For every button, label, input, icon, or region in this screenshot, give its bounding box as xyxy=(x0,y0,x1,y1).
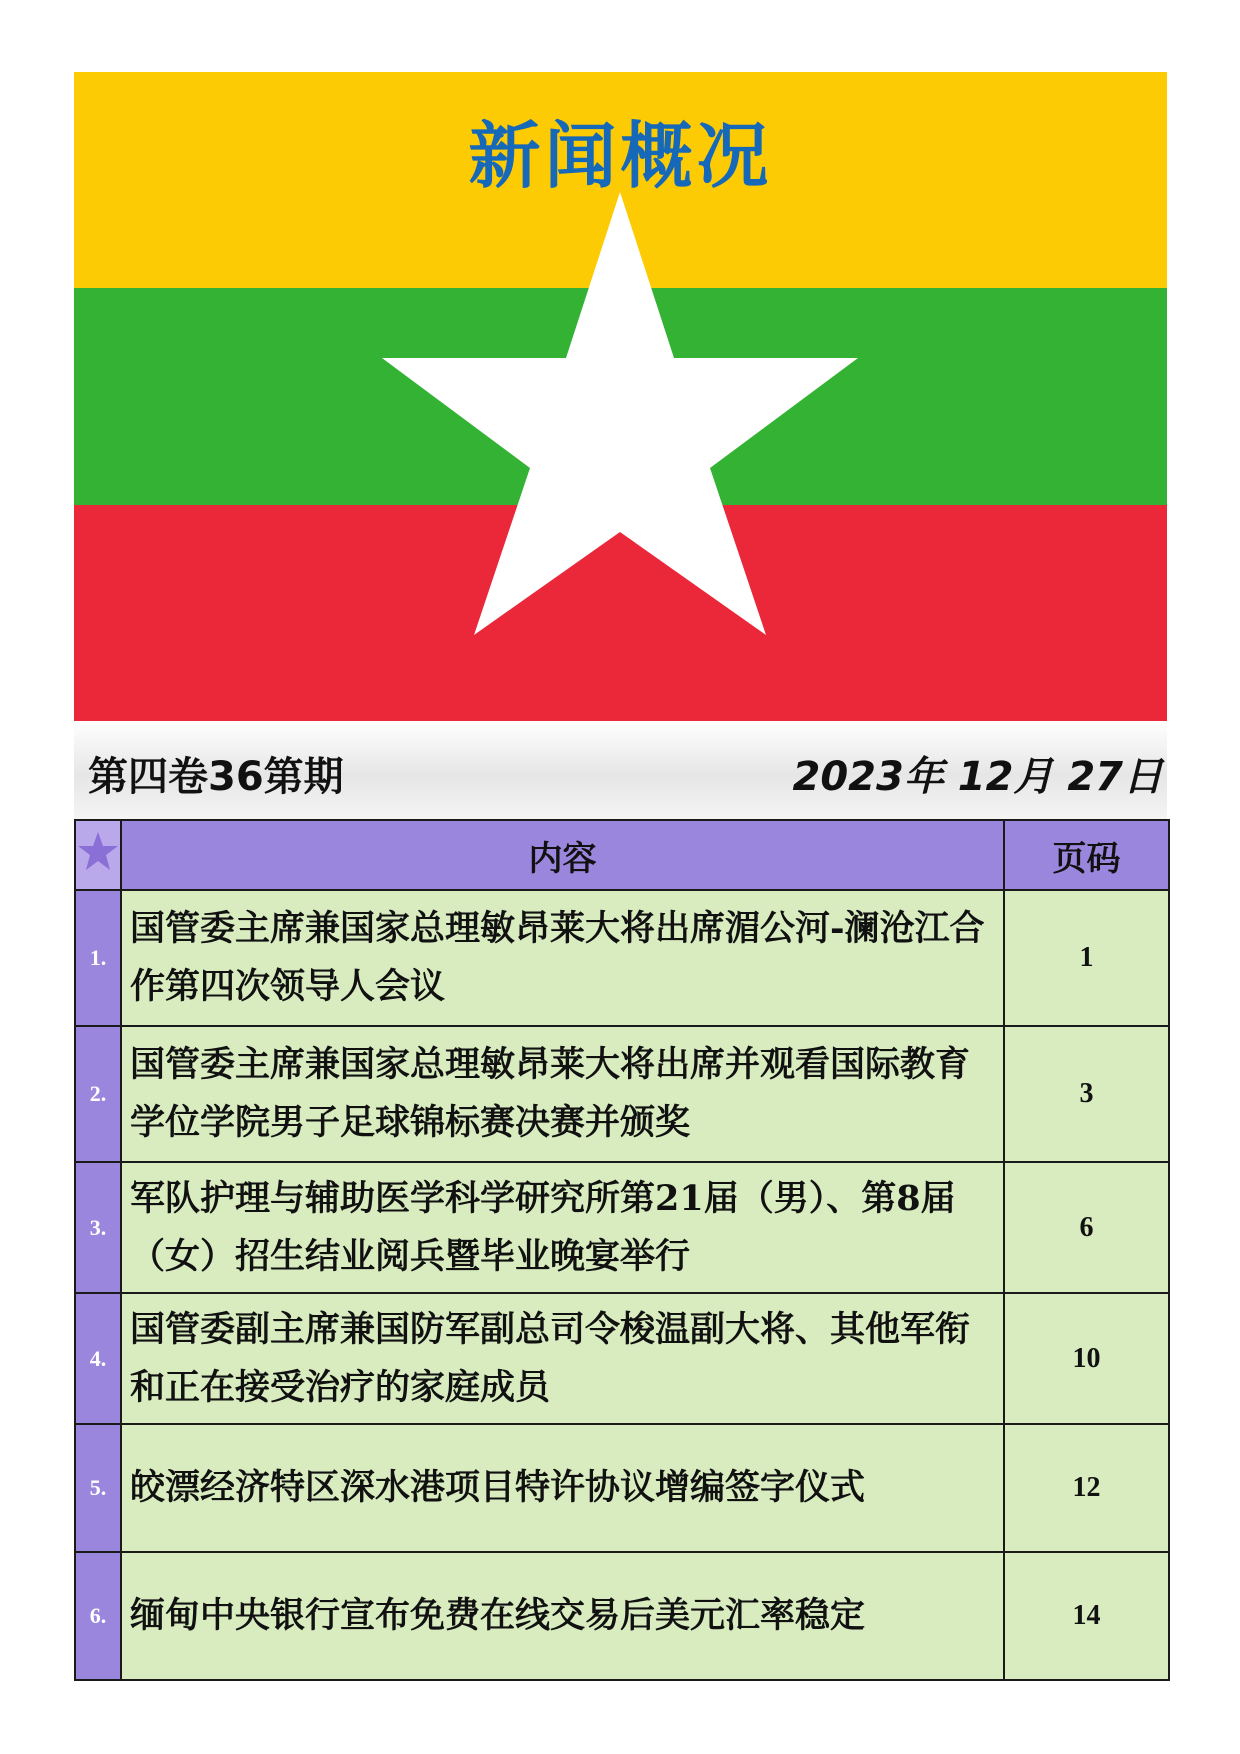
table-row[interactable] xyxy=(75,1026,1169,1162)
star-icon xyxy=(78,831,118,871)
row-title[interactable]: 皎漂经济特区深水港项目特许协议增编签字仪式 xyxy=(121,1424,1004,1552)
toc-header-row xyxy=(75,820,1169,890)
table-row[interactable] xyxy=(75,1162,1169,1293)
row-number: 3. xyxy=(75,1162,121,1293)
row-page: 1 xyxy=(1004,890,1169,1026)
table-row[interactable] xyxy=(75,1293,1169,1424)
row-page: 6 xyxy=(1004,1162,1169,1293)
table-row[interactable] xyxy=(75,1552,1169,1680)
row-page: 14 xyxy=(1004,1552,1169,1680)
row-title[interactable]: 缅甸中央银行宣布免费在线交易后美元汇率稳定 xyxy=(121,1552,1004,1680)
issue-bar xyxy=(74,721,1167,819)
page-title: 新闻概况 xyxy=(468,114,773,198)
row-number: 5. xyxy=(75,1424,121,1552)
row-number: 1. xyxy=(75,890,121,1026)
toc-header-page: 页码 xyxy=(1004,820,1169,890)
row-page: 12 xyxy=(1004,1424,1169,1552)
row-title[interactable]: 国管委副主席兼国防军副总司令梭温副大将、其他军衔和正在接受治疗的家庭成员 xyxy=(121,1293,1004,1424)
toc-header-star xyxy=(75,820,121,890)
toc-header-content: 内容 xyxy=(121,820,1004,890)
table-row[interactable] xyxy=(75,1424,1169,1552)
row-title[interactable]: 国管委主席兼国家总理敏昂莱大将出席并观看国际教育学位学院男子足球锦标赛决赛并颁奖 xyxy=(121,1026,1004,1162)
row-page: 10 xyxy=(1004,1293,1169,1424)
row-number: 4. xyxy=(75,1293,121,1424)
row-title[interactable]: 国管委主席兼国家总理敏昂莱大将出席湄公河-澜沧江合作第四次领导人会议 xyxy=(121,890,1004,1026)
table-of-contents xyxy=(74,819,1170,1681)
row-number: 6. xyxy=(75,1552,121,1680)
issue-date: 2023年 12月 27日 xyxy=(792,754,1163,800)
row-title[interactable]: 军队护理与辅助医学科学研究所第21届（男）、第8届（女）招生结业阅兵暨毕业晚宴举行 xyxy=(121,1162,1004,1293)
table-row[interactable] xyxy=(75,890,1169,1026)
row-page: 3 xyxy=(1004,1026,1169,1162)
issue-number: 第四卷36第期 xyxy=(88,754,344,800)
myanmar-flag xyxy=(74,72,1167,721)
row-number: 2. xyxy=(75,1026,121,1162)
